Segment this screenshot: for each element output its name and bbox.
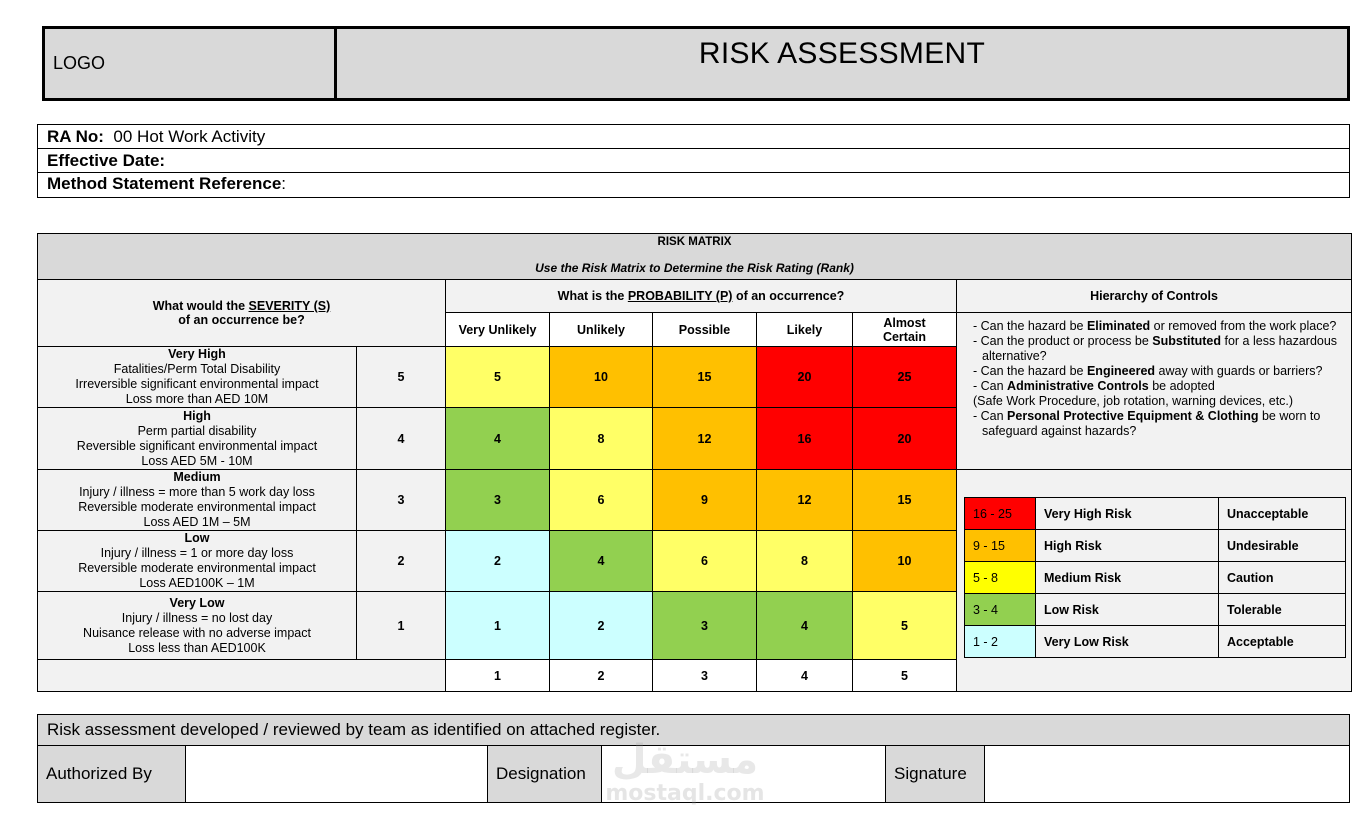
matrix-cell: 2 (446, 531, 550, 592)
risk-matrix-title: RISK MATRIX (657, 236, 732, 248)
probability-number: 4 (757, 660, 853, 692)
matrix-cell: 6 (550, 470, 653, 531)
prob-likely: Likely (757, 313, 853, 347)
legend-row (965, 530, 1346, 562)
probability-question (446, 280, 957, 313)
probability-number: 5 (853, 660, 957, 692)
severity-very-high: Very High Fatalities/Perm Total Disability Irreversible significant environmental impact Loss more than AED 10M (38, 347, 357, 408)
matrix-cell: 16 (757, 408, 853, 470)
matrix-cell: 4 (550, 531, 653, 592)
legend-row (965, 626, 1346, 658)
legend-level: Very High Risk (1036, 498, 1219, 530)
hierarchy-of-controls-list (957, 313, 1352, 470)
designation-label: Designation (488, 746, 602, 802)
review-statement: Risk assessment developed / reviewed by team as identified on attached register. (38, 715, 1349, 746)
risk-matrix-subtitle: Use the Risk Matrix to Determine the Risk Rating (Rank) (535, 261, 854, 275)
signoff-section (37, 714, 1350, 803)
designation-field[interactable] (602, 746, 886, 802)
hierarchy-of-controls-title: Hierarchy of Controls (957, 280, 1352, 313)
legend-action: Caution (1219, 562, 1346, 594)
legend-action: Undesirable (1219, 530, 1346, 562)
legend-level: Medium Risk (1036, 562, 1219, 594)
severity-question-pre: What would the (152, 299, 249, 313)
matrix-cell: 9 (653, 470, 757, 531)
matrix-cell: 6 (653, 531, 757, 592)
ra-number-row (38, 125, 1349, 149)
matrix-cell: 5 (853, 592, 957, 660)
matrix-cell: 10 (550, 347, 653, 408)
watermark-latin: mostaql.com (605, 781, 765, 806)
hoc-item: - Can the product or process be Substituted for a less hazardous alternative? (973, 334, 1338, 363)
severity-question-post: of an occurrence be? (178, 313, 305, 327)
method-statement-row (38, 173, 1349, 195)
severity-low: Low Injury / illness = 1 or more day loss Reversible moderate environmental impact Loss AED100K – 1M (38, 531, 357, 592)
severity-question-key: SEVERITY (S) (248, 299, 331, 313)
matrix-cell: 10 (853, 531, 957, 592)
risk-rating-legend (964, 497, 1346, 658)
legend-action: Acceptable (1219, 626, 1346, 658)
matrix-cell: 15 (853, 470, 957, 531)
assessment-info (37, 124, 1350, 198)
hoc-item: - Can Personal Protective Equipment & Clothing be worn to safeguard against hazards? (973, 409, 1321, 438)
blank-cell (38, 660, 446, 692)
document-title: RISK ASSESSMENT (698, 37, 986, 70)
legend-range: 1 - 2 (965, 626, 1036, 658)
matrix-cell: 4 (757, 592, 853, 660)
legend-range: 5 - 8 (965, 562, 1036, 594)
probability-number: 3 (653, 660, 757, 692)
matrix-cell: 15 (653, 347, 757, 408)
probability-number: 1 (446, 660, 550, 692)
matrix-cell: 8 (550, 408, 653, 470)
hoc-item: - Can the hazard be Eliminated or removed from the work place? (973, 319, 1337, 333)
signature-field[interactable] (985, 746, 1349, 802)
risk-matrix-title-cell (38, 234, 1352, 280)
logo-placeholder: LOGO (45, 29, 337, 98)
hoc-item: - Can the hazard be Engineered away with guards or barriers? (973, 364, 1323, 378)
matrix-cell: 20 (757, 347, 853, 408)
ra-number-label: RA No: (47, 126, 104, 146)
hoc-item: (Safe Work Procedure, job rotation, warning devices, etc.) (973, 394, 1294, 408)
legend-row (965, 594, 1346, 626)
effective-date-label: Effective Date: (47, 150, 166, 170)
ra-number-value: 00 Hot Work Activity (113, 126, 266, 146)
legend-range: 3 - 4 (965, 594, 1036, 626)
signature-label: Signature (886, 746, 985, 802)
severity-high: High Perm partial disability Reversible significant environmental impact Loss AED 5M - 10M (38, 408, 357, 470)
watermark-arabic: مستقل (611, 737, 759, 783)
matrix-cell: 1 (446, 592, 550, 660)
matrix-cell: 25 (853, 347, 957, 408)
matrix-cell: 5 (446, 347, 550, 408)
severity-score: 5 (357, 347, 446, 408)
method-statement-colon: : (281, 174, 287, 193)
severity-score: 4 (357, 408, 446, 470)
severity-very-low: Very Low Injury / illness = no lost day Nuisance release with no adverse impact Loss less than AED100K (38, 592, 357, 660)
legend-level: Very Low Risk (1036, 626, 1219, 658)
prob-very-unlikely: Very Unlikely (446, 313, 550, 347)
matrix-cell: 8 (757, 531, 853, 592)
effective-date-row (38, 149, 1349, 173)
legend-level: High Risk (1036, 530, 1219, 562)
severity-score: 2 (357, 531, 446, 592)
legend-row (965, 498, 1346, 530)
severity-score: 1 (357, 592, 446, 660)
hoc-item: - Can Administrative Controls be adopted (973, 379, 1215, 393)
severity-medium: Medium Injury / illness = more than 5 work day loss Reversible moderate environmental impact Loss AED 1M – 5M (38, 470, 357, 531)
legend-range: 9 - 15 (965, 530, 1036, 562)
probability-number: 2 (550, 660, 653, 692)
matrix-cell: 2 (550, 592, 653, 660)
prob-possible: Possible (653, 313, 757, 347)
prob-almost-certain: Almost Certain (853, 313, 957, 347)
probability-question-post: of an occurrence? (732, 289, 845, 303)
legend-level: Low Risk (1036, 594, 1219, 626)
matrix-cell: 12 (757, 470, 853, 531)
matrix-cell: 3 (446, 470, 550, 531)
legend-row (965, 562, 1346, 594)
severity-score: 3 (357, 470, 446, 531)
severity-question (38, 280, 446, 347)
document-header (42, 26, 1350, 101)
matrix-cell: 4 (446, 408, 550, 470)
probability-question-key: PROBABILITY (P) (627, 289, 733, 303)
legend-action: Unacceptable (1219, 498, 1346, 530)
matrix-cell: 20 (853, 408, 957, 470)
method-statement-label: Method Statement Reference (47, 174, 282, 193)
probability-question-pre: What is the (557, 289, 628, 303)
legend-action: Tolerable (1219, 594, 1346, 626)
authorized-by-label: Authorized By (38, 746, 186, 802)
authorized-by-field[interactable] (186, 746, 488, 802)
legend-range: 16 - 25 (965, 498, 1036, 530)
matrix-cell: 12 (653, 408, 757, 470)
prob-unlikely: Unlikely (550, 313, 653, 347)
matrix-cell: 3 (653, 592, 757, 660)
